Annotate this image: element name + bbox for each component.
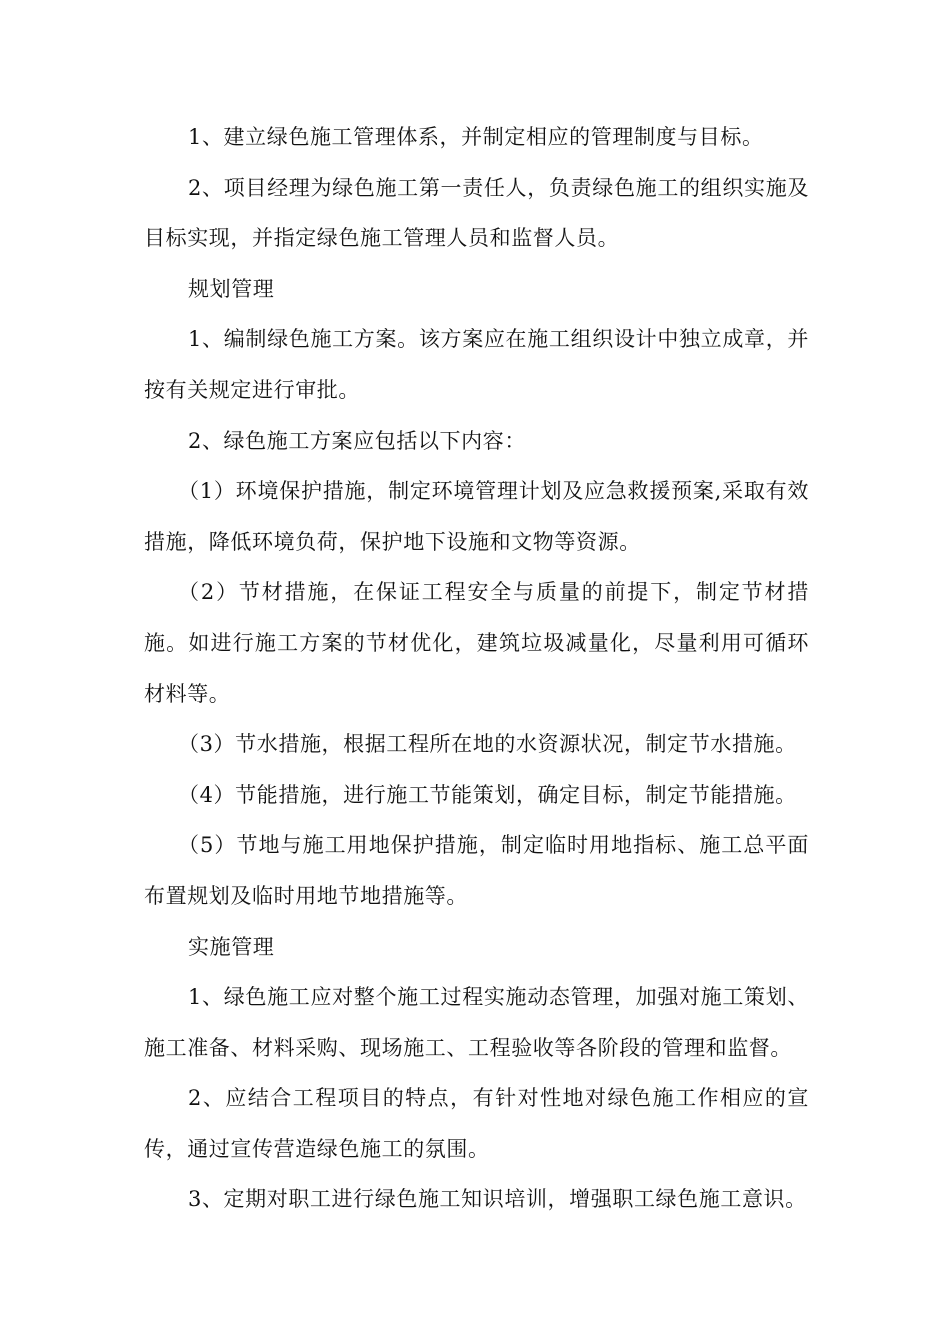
paragraph-6: 2、应结合工程项目的特点，有针对性地对绿色施工作相应的宣传，通过宣传营造绿色施工的氛围。: [144, 1086, 809, 1161]
section-heading-planning: 规划管理: [188, 276, 275, 301]
list-item-2: （2）节材措施，在保证工程安全与质量的前提下，制定节材措施。如进行施工方案的节材优化，建筑垃圾减量化，尽量利用可循环材料等。: [144, 580, 809, 706]
paragraph-7: 3、定期对职工进行绿色施工知识培训，增强职工绿色施工意识。: [188, 1187, 807, 1212]
paragraph-2: 2、项目经理为绿色施工第一责任人，负责绿色施工的组织实施及目标实现，并指定绿色施工管理人员和监督人员。: [144, 175, 809, 251]
paragraph-5: 1、绿色施工应对整个施工过程实施动态管理，加强对施工策划、施工准备、材料采购、现场施工、工程验收等各阶段的管理和监督。: [144, 985, 809, 1060]
section-heading-implementation: 实施管理: [188, 934, 275, 959]
paragraph-1: 1、建立绿色施工管理体系，并制定相应的管理制度与目标。: [188, 125, 764, 149]
document-body: [144, 112, 809, 1225]
list-item-1: （1）环境保护措施，制定环境管理计划及应急救援预案,采取有效措施，降低环境负荷，保护地下设施和文物等资源。: [144, 479, 809, 554]
list-item-4: （4）节能措施，进行施工节能策划，确定目标，制定节能措施。: [178, 782, 797, 807]
paragraph-3: 1、编制绿色施工方案。该方案应在施工组织设计中独立成章，并按有关规定进行审批。: [144, 327, 809, 402]
list-item-5: （5）节地与施工用地保护措施，制定临时用地指标、施工总平面布置规划及临时用地节地措施等。: [144, 833, 809, 908]
list-item-3: （3）节水措施，根据工程所在地的水资源状况，制定节水措施。: [178, 732, 797, 757]
paragraph-4: 2、绿色施工方案应包括以下内容：: [188, 428, 526, 453]
